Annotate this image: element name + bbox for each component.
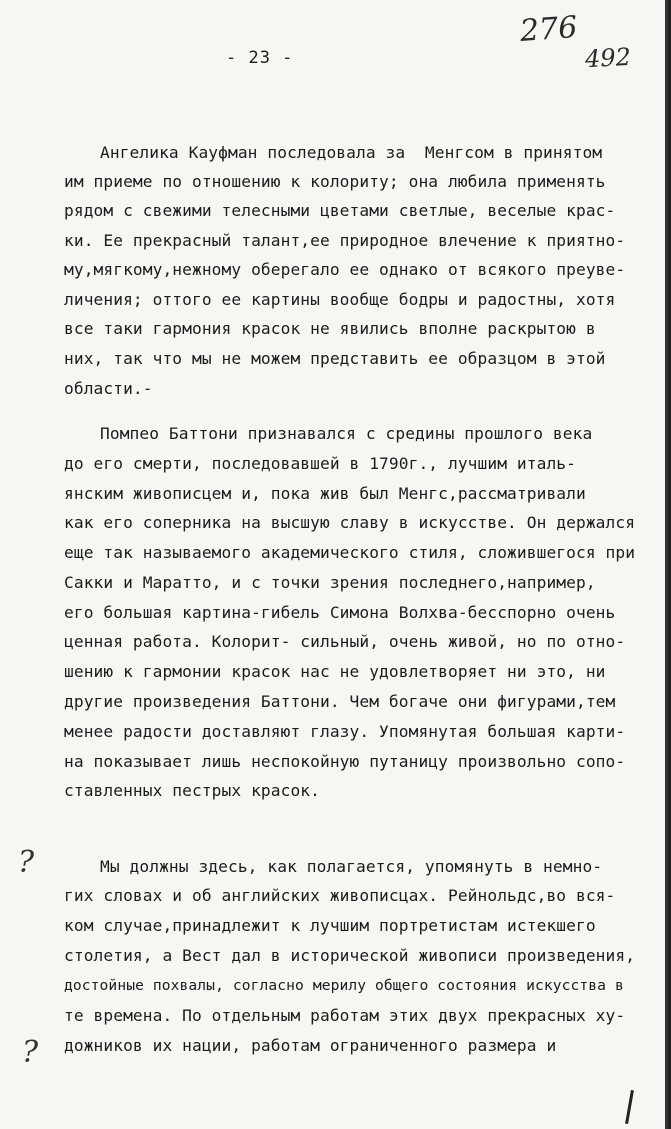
- text-line: Помпео Баттони признавался с средины прошлого века: [100, 424, 593, 443]
- margin-question-mark: ?: [22, 1035, 39, 1070]
- text-line: му,мягкому,нежному оберегало ее однако от всякого преуве-: [64, 260, 626, 279]
- page-number: - 23 -: [226, 48, 294, 68]
- text-line: еще так называемого академического стиля, сложившегося при: [64, 543, 636, 562]
- text-line: все таки гармония красок не явились вполне раскрытою в: [64, 319, 596, 338]
- text-line: ставленных пестрых красок.: [64, 781, 320, 800]
- text-line: ценная работа. Колорит- сильный, очень живой, но по отно-: [64, 632, 626, 651]
- text-line: ком случае,принадлежит к лучшим портретистам истекшего: [64, 916, 596, 935]
- text-line: дожников их нации, работам ограниченного размера и: [64, 1036, 557, 1055]
- margin-question-mark: ?: [18, 845, 35, 880]
- text-line: достойные похвалы, согласно мерилу общего состояния искусства в: [64, 977, 624, 994]
- text-line: до его смерти, последовавшей в 1790г., лучшим италь-: [64, 454, 576, 473]
- text-line: области.-: [64, 379, 153, 398]
- text-line: личения; оттого ее картины вообще бодры и радостны, хотя: [64, 290, 616, 309]
- text-line: как его соперника на высшую славу в искусстве. Он держался: [64, 513, 636, 532]
- text-line: них, так что мы не можем представить ее образцом в этой: [64, 349, 606, 368]
- text-line: те времена. По отдельным работам этих двух прекрасных ху-: [64, 1006, 626, 1025]
- text-line: гих словах и об английских живописцах. Рейнольдс,во вся-: [64, 886, 616, 905]
- text-line: его большая картина-гибель Симона Волхва-бесспорно очень: [64, 603, 616, 622]
- text-line: Ангелика Кауфман последовала за Менгсом в принятом: [100, 143, 603, 162]
- text-line: ки. Ее прекрасный талант,ее природное влечение к приятно-: [64, 231, 626, 250]
- text-line: столетия, а Вест дал в исторической живописи произведения,: [64, 946, 636, 965]
- scan-edge: [665, 0, 668, 1129]
- text-line: другие произведения Баттони. Чем богаче они фигурами,тем: [64, 692, 616, 711]
- archive-number-handwritten: 276: [518, 10, 579, 49]
- text-line: менее радости доставляют глазу. Упомянутая большая карти-: [64, 722, 626, 741]
- text-line: на показывает лишь неспокойную путаницу произвольно сопо-: [64, 752, 626, 771]
- text-line: шению к гармонии красок нас не удовлетворяет ни это, ни: [64, 662, 606, 681]
- archive-number-handwritten-secondary: 492: [584, 42, 632, 74]
- text-line: Мы должны здесь, как полагается, упомянуть в немно-: [100, 857, 603, 876]
- corner-pen-mark: [625, 1090, 634, 1124]
- text-line: рядом с свежими телесными цветами светлые, веселые крас-: [64, 201, 616, 220]
- text-line: янским живописцем и, пока жив был Менгс,рассматривали: [64, 484, 586, 503]
- text-line: им приеме по отношению к колориту; она любила применять: [64, 172, 606, 191]
- text-line: Сакки и Маратто, и с точки зрения последнего,например,: [64, 573, 596, 592]
